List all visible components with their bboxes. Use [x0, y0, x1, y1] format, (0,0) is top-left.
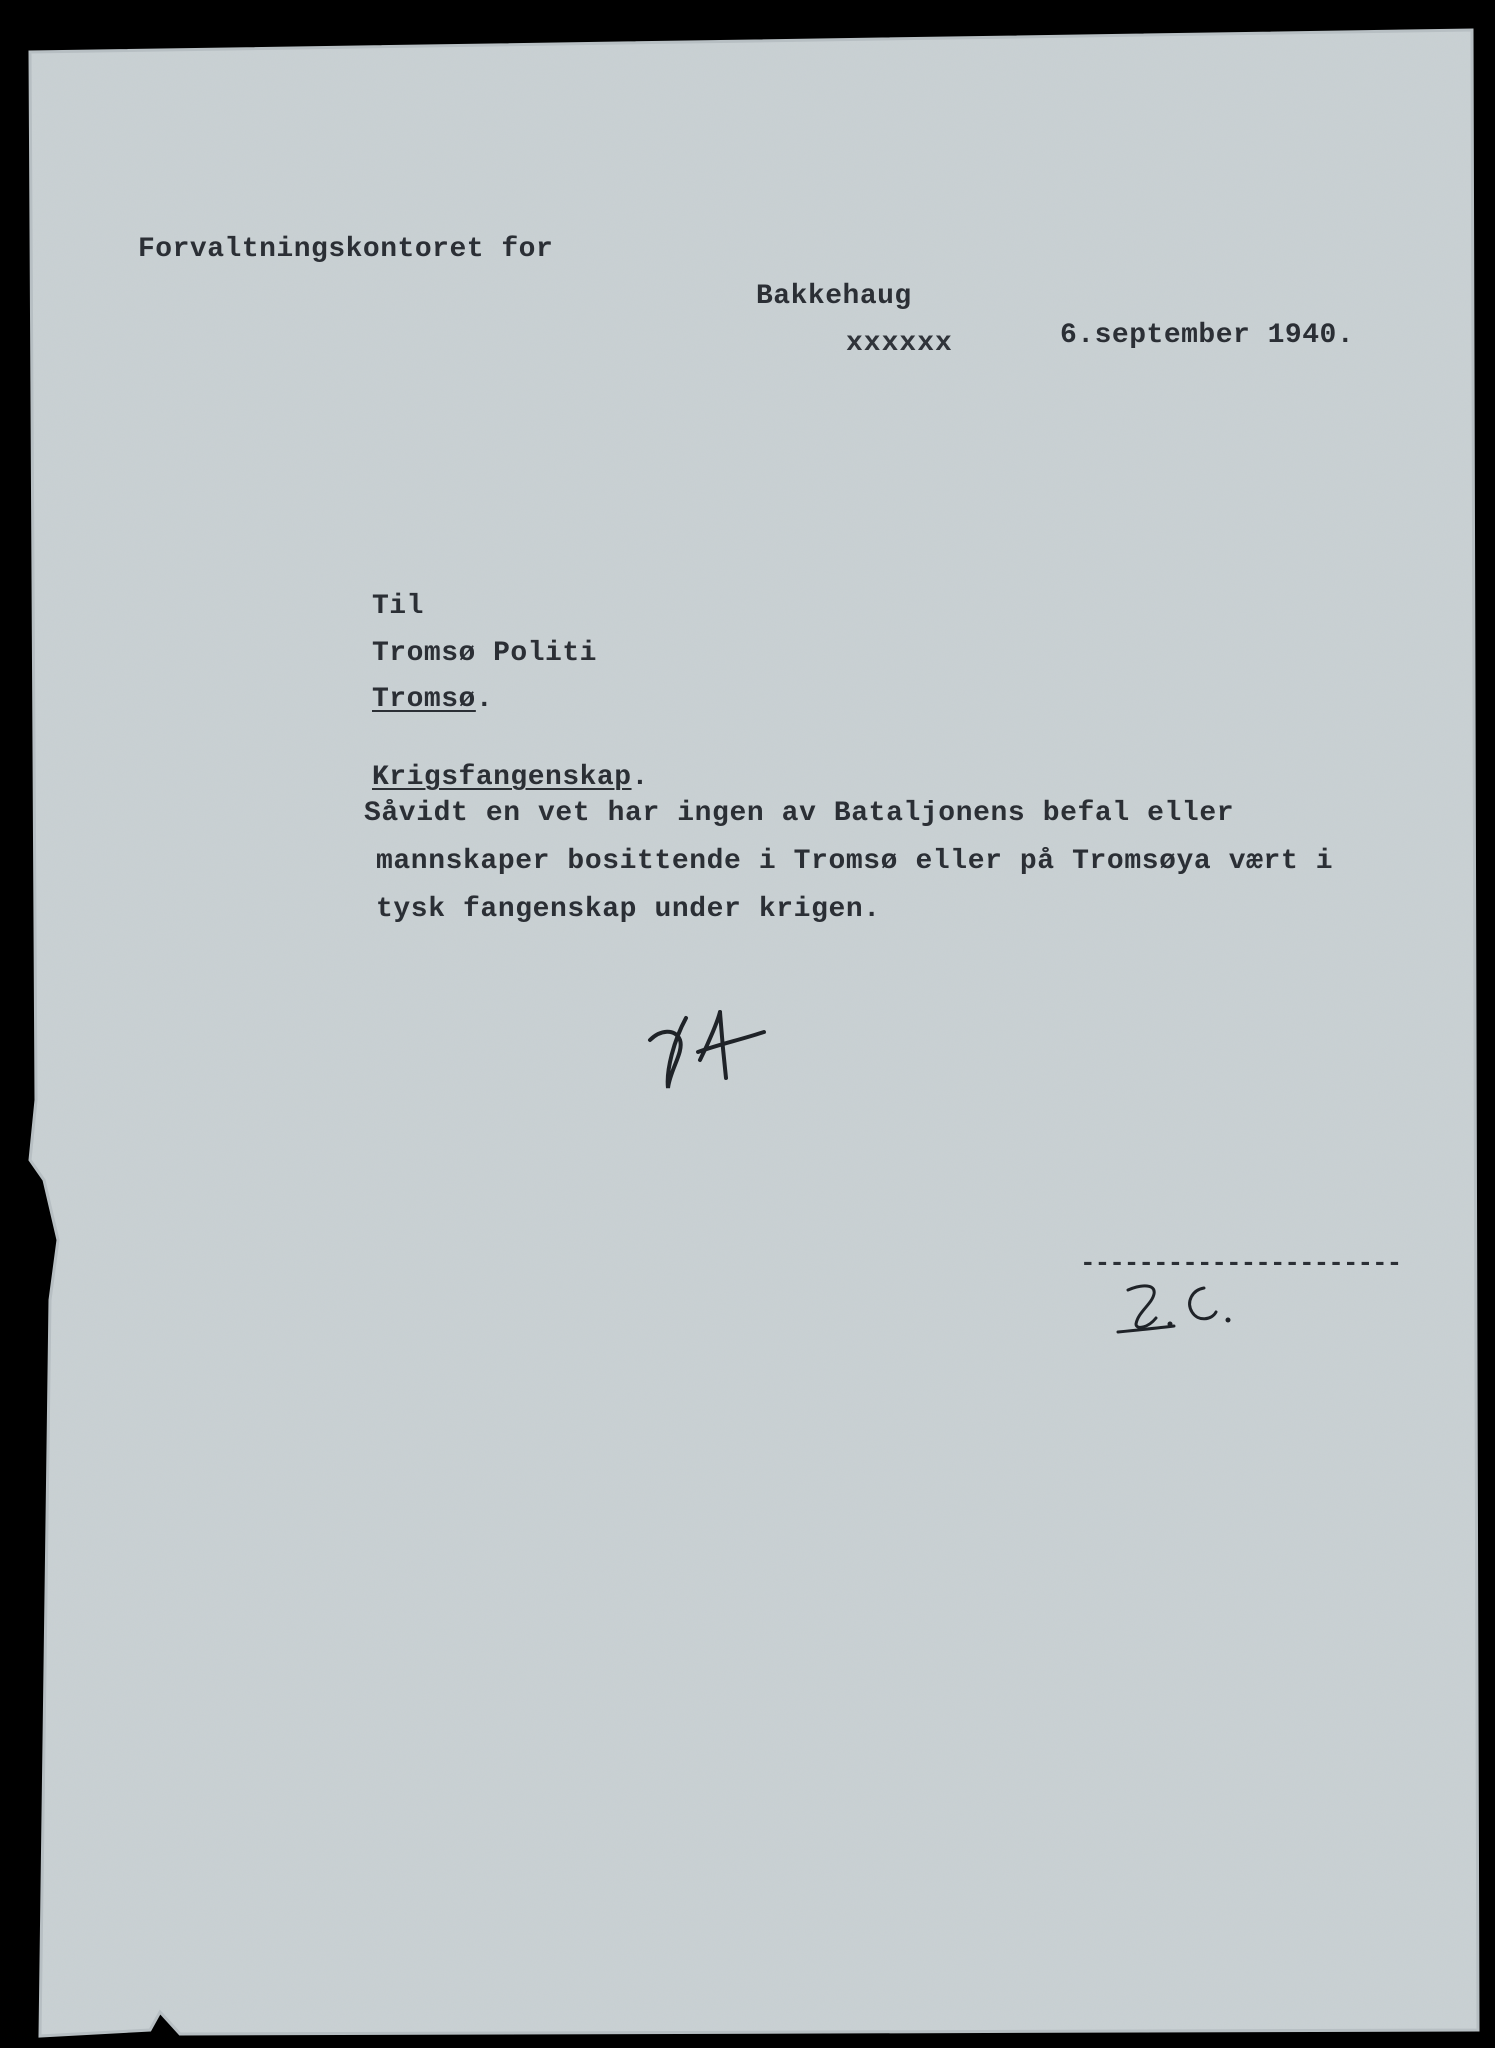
sender-line: Forvaltningskontoret for	[138, 234, 554, 265]
subject-punct: .	[631, 762, 649, 793]
place-name: Bakkehaug	[756, 281, 912, 312]
body-line-3: tysk fangenskap under krigen.	[376, 894, 881, 925]
recipient-city: Tromsø	[372, 684, 476, 715]
signature-line: ----------------------	[1080, 1248, 1402, 1278]
body-line-2: mannskaper bosittende i Tromsø eller på Tromsøya vært i	[376, 846, 1334, 877]
recipient-line-3	[372, 686, 493, 714]
struck-out-text: xxxxxx	[846, 328, 953, 359]
subject-text: Krigsfangenskap	[372, 762, 632, 793]
closing-handwritten-signature	[1108, 1272, 1258, 1342]
body-line-1: Såvidt en vet har ingen av Bataljonens befal eller	[364, 798, 1235, 829]
recipient-line-2: Tromsø Politi	[372, 638, 597, 669]
handwritten-initials-signature	[640, 1000, 780, 1100]
subject-line	[372, 764, 649, 792]
recipient-city-punct: .	[475, 684, 494, 715]
recipient-line-1: Til	[372, 591, 424, 622]
letter-date: 6.september 1940.	[1060, 320, 1355, 351]
